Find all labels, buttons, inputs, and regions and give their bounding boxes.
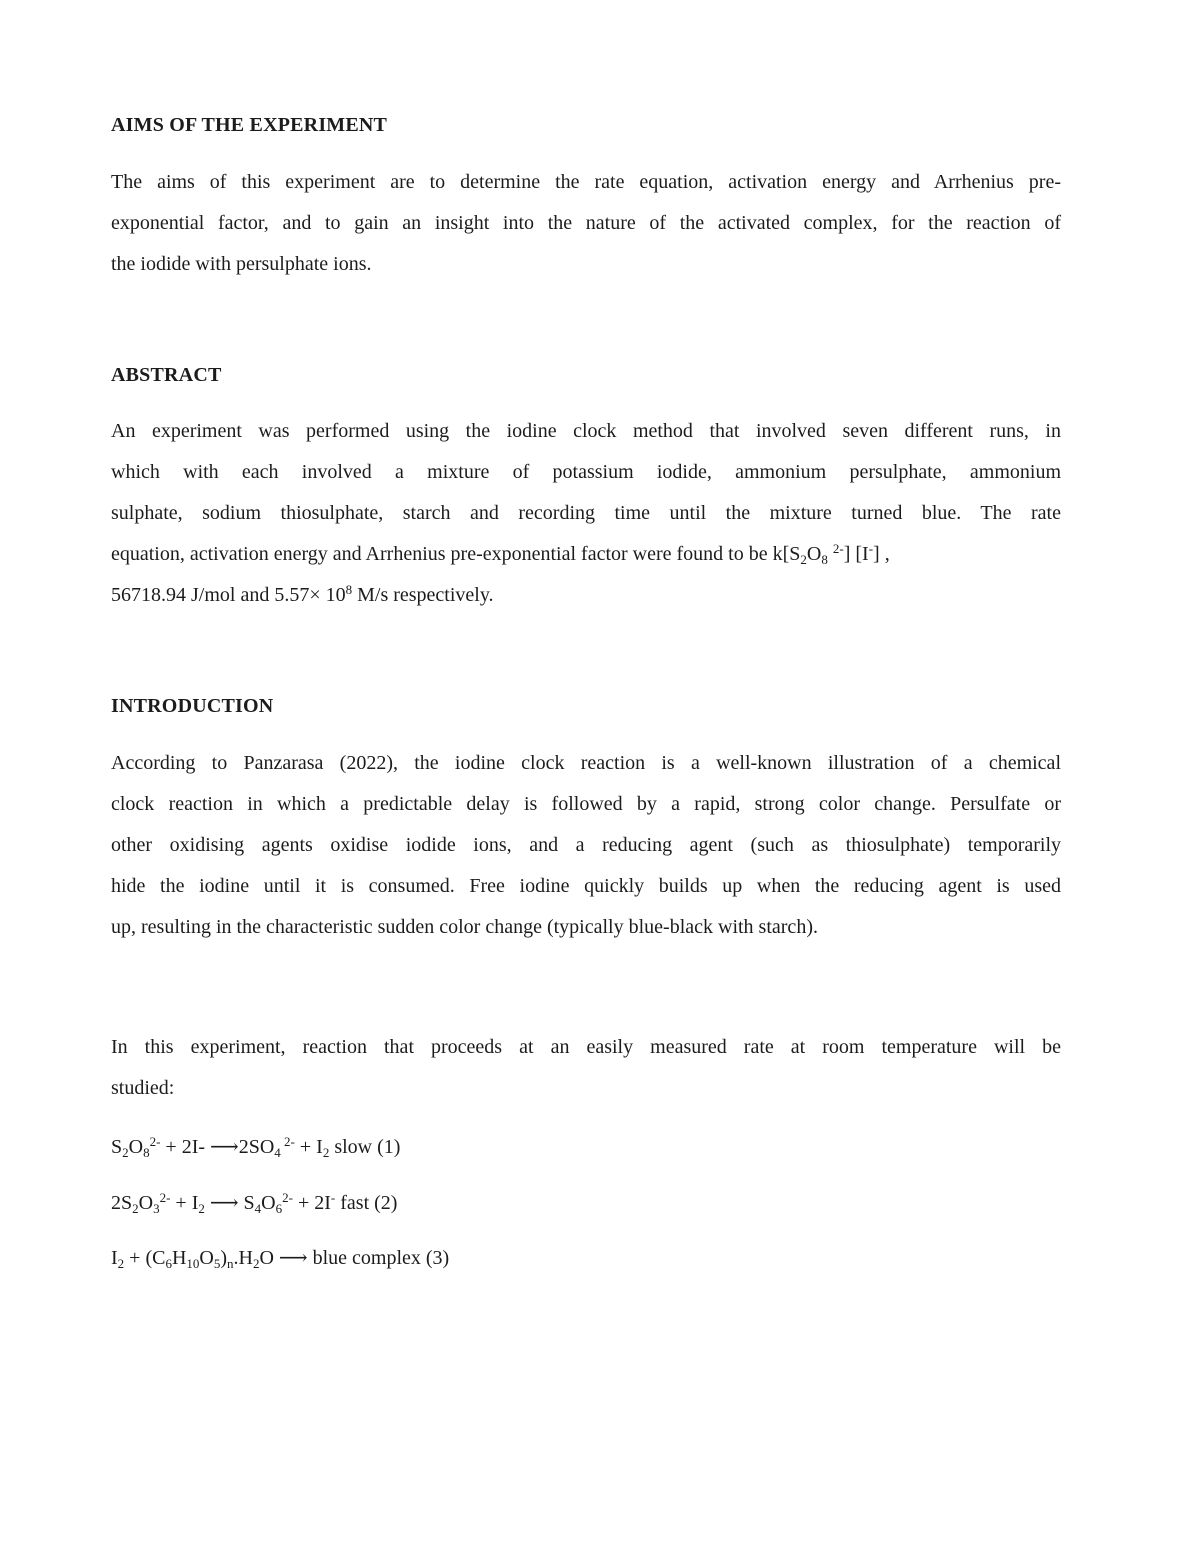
abstract-line-4: equation, activation energy and Arrhenius pre-exponential factor were found to be $k[S_2O_8$ $^{2-}$] [I-] , <box>111 541 890 567</box>
introduction-line-3: other oxidising agents oxidise iodide ions, and a reducing agent (such as thiosulphate) temporarily <box>111 834 1061 856</box>
introduction-line-1: According to Panzarasa (2022), the iodine clock reaction is a well-known illustration of a chemical <box>111 752 1061 774</box>
introduction-line-5: up, resulting in the characteristic sudden color change (typically blue-black with starch). <box>111 916 818 938</box>
equation-2: $2S_2O_3^{2-} + I_2$ ⟶ $S_4O_6^{2-} + 2I^-$ fast (2) <box>111 1190 398 1216</box>
abstract-line-2: which with each involved a mixture of potassium iodide, ammonium persulphate, ammonium <box>111 461 1061 483</box>
aims-heading: AIMS OF THE EXPERIMENT <box>111 114 388 136</box>
introduction-p2-line-1: In this experiment, reaction that proceeds at an easily measured rate at room temperature will be <box>111 1036 1061 1058</box>
abstract-heading: ABSTRACT <box>111 364 222 386</box>
introduction-p2-line-2: studied: <box>111 1077 175 1099</box>
aims-paragraph <box>111 162 1061 285</box>
introduction-line-4: hide the iodine until it is consumed. Free iodine quickly builds up when the reducing agent is used <box>111 875 1061 897</box>
introduction-line-2: clock reaction in which a predictable delay is followed by a rapid, strong color change. Persulfate or <box>111 793 1061 815</box>
aims-line-3: the iodide with persulphate ions. <box>111 253 372 275</box>
abstract-line-5: 56718.94 J/mol and $5.57\times 10^8$ M/s respectively. <box>111 582 494 606</box>
introduction-paragraph <box>111 743 1061 948</box>
aims-line-1: The aims of this experiment are to determine the rate equation, activation energy and Arrhenius pre- <box>111 171 1061 193</box>
introduction-paragraph-2 <box>111 1027 1061 1109</box>
introduction-heading: INTRODUCTION <box>111 695 274 717</box>
abstract-line-3: sulphate, sodium thiosulphate, starch and recording time until the mixture turned blue. The rate <box>111 502 1061 524</box>
equation-1: $S_2O_8^{2-} + 2I-$ $⟶2SO_4$ $^{2-} + I_2$ slow (1) <box>111 1134 401 1160</box>
abstract-line-1: An experiment was performed using the iodine clock method that involved seven different runs, in <box>111 420 1061 442</box>
aims-line-2: exponential factor, and to gain an insight into the nature of the activated complex, for the reaction of <box>111 212 1061 234</box>
abstract-paragraph <box>111 411 1061 616</box>
equation-3: $I_2 + (C_6H_{10}O_5)_n.H_2O$ ⟶ blue complex (3) <box>111 1247 450 1271</box>
